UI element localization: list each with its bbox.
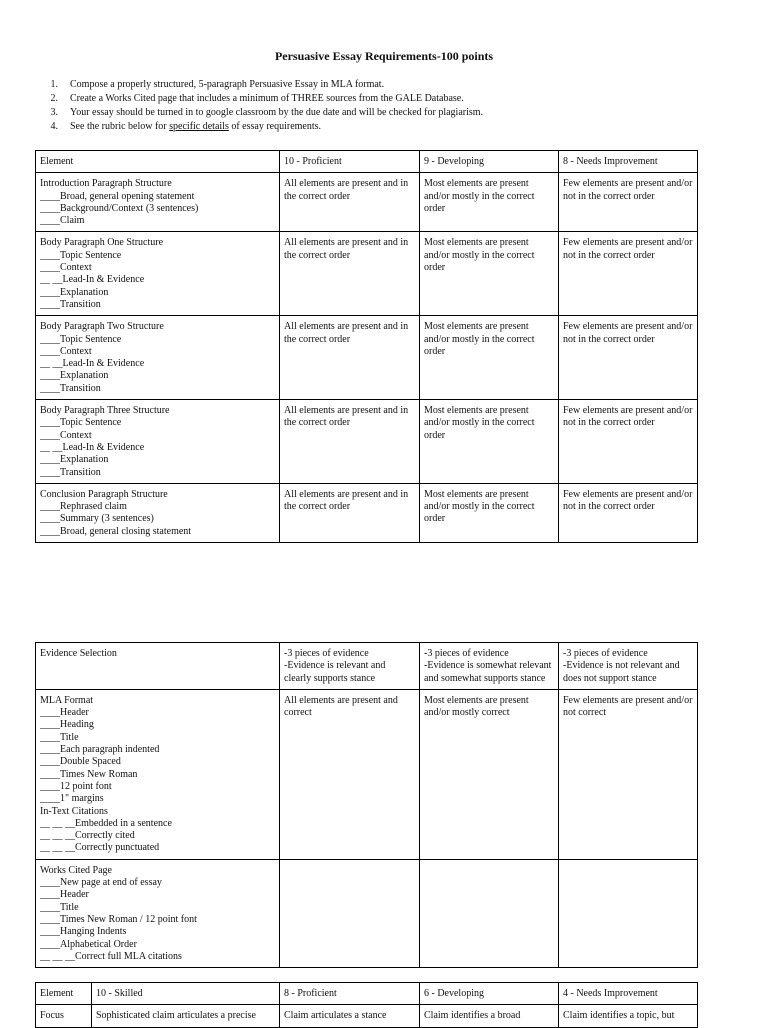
table-row [36, 859, 698, 967]
element-cell [36, 316, 280, 400]
score-cell [559, 400, 698, 484]
element-cell [36, 232, 280, 316]
score-cell [559, 689, 698, 859]
cell-line: __ __Lead-In & Evidence [40, 358, 145, 370]
score-cell [280, 232, 420, 316]
cell-text: Few elements are present and/or not in the correct order [563, 488, 693, 513]
document-title: Persuasive Essay Requirements-100 points [274, 49, 494, 63]
cell-line: ____Broad, general closing statement [40, 525, 192, 537]
cell-line: ____Transition [40, 298, 101, 310]
cell-text: Most elements are present and/or mostly in the correct order [424, 405, 535, 441]
element-cell [36, 400, 280, 484]
cell-text: All elements are present and in the correct order [284, 237, 409, 261]
score-cell [559, 173, 698, 232]
cell-line: ____Transition [40, 382, 101, 394]
cell-line: ____Explanation [40, 370, 109, 382]
cell-line: -3 pieces of evidence [424, 648, 509, 659]
cell-line: -Evidence is relevant and clearly supports stance [284, 660, 386, 684]
cell-text: Few elements are present and/or not in the correct order [563, 178, 693, 202]
element-cell [36, 483, 280, 542]
score-cell [559, 232, 698, 316]
cell-text: Most elements are present and/or mostly in the correct order [424, 321, 535, 357]
cell-line: -3 pieces of evidence [563, 648, 648, 659]
column-header: 9 - Developing [420, 151, 559, 173]
cell-line: Body Paragraph One Structure [40, 237, 164, 249]
cell-line: MLA Format [40, 694, 94, 706]
cell-line: Body Paragraph Three Structure [40, 405, 170, 417]
score-cell [559, 483, 698, 542]
column-header: Element [36, 983, 92, 1005]
cell-line: ____Rephrased claim [40, 501, 127, 513]
cell-line: ____Header [40, 889, 89, 901]
table-row [36, 400, 698, 484]
cell-text: All elements are present and in the correct order [284, 488, 409, 513]
cell-line: ____Explanation [40, 286, 109, 298]
cell-line: ____Summary (3 sentences) [40, 513, 154, 525]
score-cell [420, 859, 559, 967]
score-cell [559, 859, 698, 967]
cell-line: __ __Lead-In & Evidence [40, 441, 145, 453]
cell-line: ____Times New Roman [40, 768, 138, 780]
cell-line: __ __ __Correctly punctuated [40, 842, 160, 854]
cell-text: Most elements are present and/or mostly in the correct order [424, 178, 535, 214]
column-header: 10 - Skilled [92, 983, 280, 1005]
column-header: 6 - Developing [420, 983, 559, 1005]
element-cell: Focus [36, 1005, 92, 1027]
cell-line: ____Context [40, 345, 92, 357]
cell-line: ____Title [40, 731, 79, 743]
cell-line: Introduction Paragraph Structure [40, 178, 172, 190]
cell-line: Few elements are present and/or not correct [563, 694, 693, 719]
score-cell [280, 316, 420, 400]
cell-line: ____Topic Sentence [40, 249, 122, 261]
cell-line: ____New page at end of essay [40, 877, 162, 889]
score-cell [420, 643, 559, 690]
score-cell [280, 643, 420, 690]
score-cell [420, 232, 559, 316]
instruction-item: 3. Your essay should be turned in to google classroom by the due date and will be checked for plagiarism. [50, 107, 484, 118]
score-cell [559, 643, 698, 690]
instruction-item: 2. Create a Works Cited page that includes a minimum of THREE sources from the GALE Database. [50, 93, 464, 104]
cell-text: All elements are present and in the correct order [284, 178, 409, 202]
cell-line: ____Heading [40, 719, 94, 731]
score-cell [420, 689, 559, 859]
score-cell [280, 689, 420, 859]
cell-line: __ __ __Embedded in a sentence [40, 817, 172, 829]
cell-line: ____1" margins [40, 793, 104, 805]
cell-line: Body Paragraph Two Structure [40, 321, 164, 333]
cell-text: All elements are present and in the correct order [284, 321, 409, 345]
score-cell: Claim identifies a topic, but [559, 1005, 698, 1027]
cell-line: ____Topic Sentence [40, 333, 122, 345]
column-header: 8 - Proficient [280, 983, 420, 1005]
cell-line: ____Header [40, 707, 89, 719]
table-row [36, 483, 698, 542]
cell-text: Most elements are present and/or mostly in the correct order [424, 488, 535, 525]
cell-line: -Evidence is somewhat relevant and somewhat supports stance [424, 660, 552, 684]
instructions-list [40, 78, 483, 134]
column-header: 8 - Needs Improvement [559, 151, 698, 173]
element-cell [36, 643, 280, 690]
table-row [36, 689, 698, 859]
cell-text: Few elements are present and/or not in the correct order [563, 237, 693, 261]
score-cell [559, 316, 698, 400]
cell-text: All elements are present and in the correct order [284, 405, 409, 429]
cell-line: __ __Lead-In & Evidence [40, 274, 145, 286]
score-cell: Sophisticated claim articulates a precise [92, 1005, 280, 1027]
cell-line: -3 pieces of evidence [284, 648, 369, 659]
cell-line: ____Transition [40, 466, 101, 478]
score-cell [280, 859, 420, 967]
rubric-table-structure [35, 150, 698, 543]
cell-text: Few elements are present and/or not in the correct order [563, 321, 693, 345]
score-cell [280, 173, 420, 232]
table-row [36, 232, 698, 316]
cell-text: Few elements are present and/or not in the correct order [563, 405, 693, 429]
table-header-row [36, 151, 698, 173]
cell-line: ____Context [40, 429, 92, 441]
instruction-item: 1. Compose a properly structured, 5-paragraph Persuasive Essay in MLA format. [50, 79, 385, 90]
element-cell [36, 859, 280, 967]
cell-line: ____Alphabetical Order [40, 938, 137, 950]
cell-line: __ __ __Correct full MLA citations [40, 950, 182, 962]
table-row [36, 316, 698, 400]
score-cell: Claim identifies a broad [420, 1005, 559, 1027]
score-cell [420, 316, 559, 400]
cell-line: ____Claim [40, 215, 85, 227]
score-cell [420, 400, 559, 484]
cell-line: ____Context [40, 262, 92, 274]
score-cell: Claim articulates a stance [280, 1005, 420, 1027]
cell-text: Most elements are present and/or mostly in the correct order [424, 237, 535, 274]
column-header: 4 - Needs Improvement [559, 983, 698, 1005]
cell-line: __ __ __Correctly cited [40, 830, 135, 842]
cell-line: ____Explanation [40, 454, 109, 466]
cell-line: ____Title [40, 901, 79, 913]
instruction-item: 4. See the rubric below for specific details of essay requirements. [50, 121, 322, 132]
score-cell [280, 400, 420, 484]
score-cell [420, 173, 559, 232]
cell-line: ____Each paragraph indented [40, 744, 160, 756]
cell-line: All elements are present and correct [284, 694, 398, 719]
cell-line: ____Hanging Indents [40, 926, 127, 938]
element-cell [36, 173, 280, 232]
cell-line: ____12 point font [40, 780, 112, 792]
table-header-row [36, 983, 698, 1005]
rubric-table-content [35, 982, 698, 1028]
cell-line: -Evidence is not relevant and does not support stance [563, 660, 680, 684]
column-header: Element [36, 151, 280, 173]
cell-line: Most elements are present and/or mostly correct [424, 694, 529, 719]
cell-line: ____Topic Sentence [40, 417, 122, 429]
score-cell [280, 483, 420, 542]
table-row [36, 643, 698, 690]
score-cell [420, 483, 559, 542]
table-row [36, 173, 698, 232]
cell-line: Conclusion Paragraph Structure [40, 488, 168, 500]
cell-line: ____Broad, general opening statement [40, 190, 195, 202]
cell-line: ____Background/Context (3 sentences) [40, 202, 199, 214]
cell-line: Works Cited Page [40, 864, 112, 876]
element-cell [36, 689, 280, 859]
column-header: 10 - Proficient [280, 151, 420, 173]
cell-line: Evidence Selection [40, 648, 117, 659]
cell-line: ____Times New Roman / 12 point font [40, 913, 197, 925]
cell-line: ____Double Spaced [40, 756, 121, 768]
cell-line: In-Text Citations [40, 805, 108, 817]
rubric-table-format [35, 642, 698, 968]
